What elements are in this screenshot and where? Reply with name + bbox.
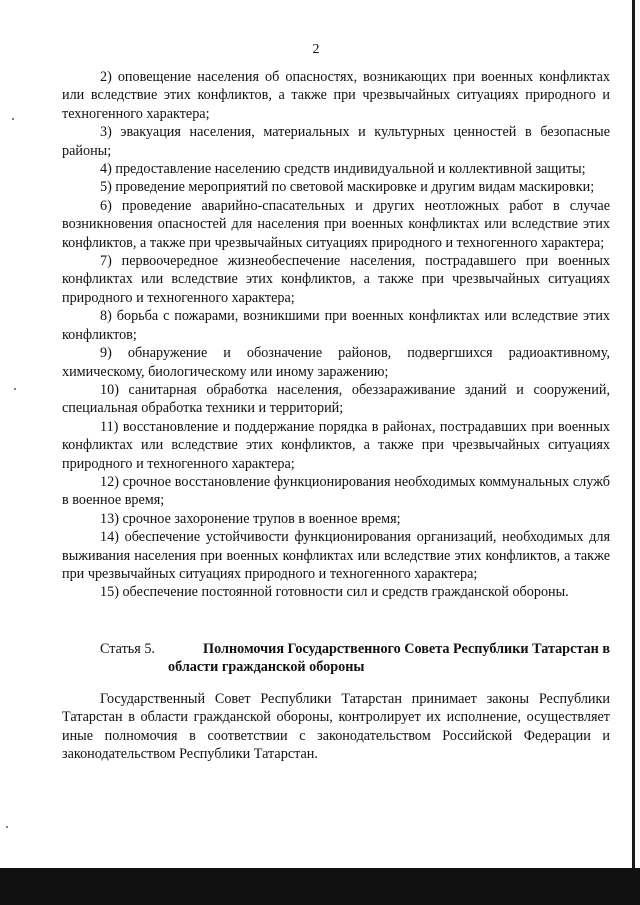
scan-bottom-border — [0, 868, 640, 905]
list-item: 11) восстановление и поддержание порядка в районах, пострадавших при военных конфликтах или вследствие этих конфликтов, а также при чрезвычайных ситуациях природного и техногенного характера; — [62, 418, 610, 472]
list-of-measures — [62, 68, 610, 602]
scan-speck — [6, 826, 8, 828]
list-item: 8) борьба с пожарами, возникшими при военных конфликтах или вследствие этих конфликтов; — [62, 308, 610, 343]
article-label: Статья 5. — [100, 641, 155, 657]
scan-speck — [12, 118, 14, 120]
list-item: 5) проведение мероприятий по световой маскировке и другим видам маскировки; — [100, 179, 595, 196]
list-item: 6) проведение аварийно-спасательных и других неотложных работ в случае возникновения опасностей для населения при военных конфликтах или вследствие этих конфликтов, а также при чрезвычайных ситуациях природного и техногенного характера; — [62, 197, 610, 251]
list-item: 13) срочное захоронение трупов в военное время; — [100, 510, 401, 527]
list-item: 15) обеспечение постоянной готовности сил и средств гражданской обороны. — [100, 584, 569, 601]
closing-section — [62, 690, 610, 764]
list-item: 2) оповещение населения об опасностях, возникающих при военных конфликтах или вследствие этих конфликтов, а также при чрезвычайных ситуациях природного и техногенного характера; — [62, 69, 610, 122]
article-title-line1: Полномочия Государственного Совета Республики Татарстан в — [203, 641, 610, 657]
list-item: 7) первоочередное жизнеобеспечение населения, пострадавшего при военных конфликтах или вследствие этих конфликтов, а также при чрезвычайных ситуациях природного и техногенного характера; — [62, 253, 610, 306]
list-item: 14) обеспечение устойчивости функционирования организаций, необходимых для выживания населения при военных конфликтах или вследствие этих конфликтов, а также при чрезвычайных ситуациях природного и техногенного характера; — [62, 529, 610, 582]
list-item: 10) санитарная обработка населения, обеззараживание зданий и сооружений, специальная обработка техники и территорий; — [62, 381, 610, 417]
closing-paragraph: Государственный Совет Республики Татарстан принимает законы Республики Татарстан в области гражданской обороны, контролирует их исполнение, осуществляет иные полномочия в соответствии с законодательством Российской Федерации и законодательством Республики Татарстан. — [62, 691, 610, 763]
list-item: 9) обнаружение и обозначение районов, подвергшихся радиоактивному, химическому, биологическому или иному заражению; — [62, 345, 610, 380]
page-number: 2 — [312, 42, 320, 57]
scan-speck — [14, 388, 16, 390]
list-item: 3) эвакуация населения, материальных и культурных ценностей в безопасные районы; — [62, 124, 610, 159]
list-item: 4) предоставление населению средств индивидуальной и коллективной защиты; — [100, 161, 586, 178]
article-heading — [62, 640, 610, 677]
list-item: 12) срочное восстановление функционирования необходимых коммунальных служб в военное время; — [62, 473, 610, 509]
article-title-line2: области гражданской обороны — [168, 659, 365, 676]
